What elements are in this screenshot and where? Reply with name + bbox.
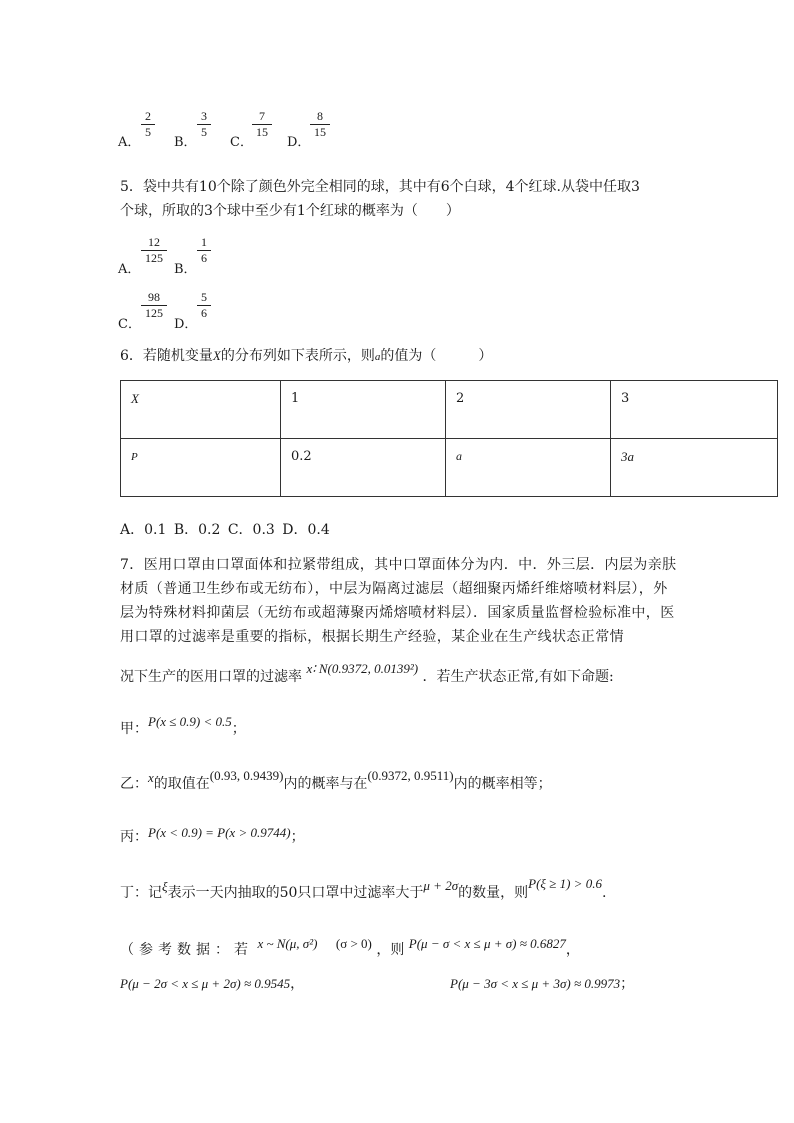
- q7-proposition-ding: [120, 876, 607, 902]
- q4-option-d-denominator: 15: [314, 125, 326, 139]
- q4-option-a-numerator: 2: [141, 110, 155, 125]
- q7-ding-formula-2: P(ξ ≥ 1) > 0.6: [528, 876, 602, 891]
- q6-table-header-3: 3: [611, 381, 778, 439]
- q4-option-b-label: B．: [174, 135, 197, 150]
- q6-table-cell-3a: 3a: [611, 439, 778, 497]
- q7-ref-pre: （参考数据：若: [120, 942, 253, 958]
- q6-table-header-x: X: [121, 381, 281, 439]
- q4-option-b-numerator: 3: [197, 110, 211, 125]
- q7-jia-formula: P(x ≤ 0.9) < 0.5: [148, 714, 232, 729]
- q4-option-d-label: D．: [287, 135, 311, 150]
- table-row: [121, 439, 778, 497]
- q7-ref-formula-5: P(μ − 3σ < x ≤ μ + 3σ) ≈ 0.9973: [450, 976, 621, 991]
- q7-ref-formula-4: P(μ − 2σ < x ≤ μ + 2σ) ≈ 0.9545: [120, 976, 291, 991]
- q6-table-header-2: 2: [446, 381, 611, 439]
- q7-ref-then: ，则: [376, 942, 405, 958]
- q7-ref-comma-3: ；: [620, 976, 635, 992]
- q5-option-c-numerator: 98: [141, 291, 167, 306]
- q7-ding-text-2: 的数量，则: [458, 885, 529, 901]
- q5-option-d-denominator: 6: [201, 306, 207, 320]
- q4-option-d-numerator: 8: [310, 110, 330, 125]
- q6-stem-mid: 的分布列如下表所示，则: [220, 348, 375, 364]
- q7-ref-comma-1: ，: [565, 942, 580, 958]
- q4-option-b-denominator: 5: [201, 125, 207, 139]
- q7-jia-end: ；: [231, 721, 246, 737]
- q7-ding-formula-1: μ + 2σ: [423, 878, 459, 893]
- q7-p2-pre: 况下生产的医用口罩的过滤率: [120, 669, 302, 685]
- q6-stem: [120, 345, 492, 365]
- q4-option-b-fraction: [197, 110, 211, 139]
- q6-table-header-1: 1: [281, 381, 446, 439]
- q4-option-c-denominator: 15: [256, 125, 268, 139]
- q7-proposition-bing: [120, 826, 305, 846]
- q7-ding-label: 丁：记: [120, 885, 162, 901]
- q7-proposition-yi: [120, 768, 552, 793]
- q7-bing-end: ；: [290, 829, 305, 845]
- q7-ref-comma-2: ，: [290, 976, 305, 992]
- q7-paragraph-2: [120, 661, 614, 686]
- q5-option-b-denominator: 6: [201, 251, 207, 265]
- q6-distribution-table: [120, 380, 778, 497]
- q7-yi-interval-1: (0.93, 0.9439): [209, 768, 284, 783]
- q6-table-cell-a: a: [446, 439, 611, 497]
- q5-option-c-fraction: [141, 291, 167, 320]
- q7-ding-end: .: [601, 885, 607, 901]
- q5-option-a-denominator: 125: [145, 251, 163, 265]
- q6-stem-pre: 6．若随机变量: [120, 348, 213, 364]
- q4-option-c-label: C．: [230, 135, 253, 150]
- q5-line-2: 个球，所取的3个球中至少有1个红球的概率为（ ）: [120, 203, 460, 219]
- q5-line-1: 5．袋中共有10个除了颜色外完全相同的球，其中有6个白球，4个红球.从袋中任取3: [120, 179, 640, 195]
- q5-option-a-label: A．: [118, 262, 141, 277]
- q7-yi-label: 乙：: [120, 776, 148, 792]
- q7-ding-xi: ξ: [162, 879, 168, 894]
- q4-option-c-fraction: [252, 110, 272, 139]
- q4-option-d-fraction: [310, 110, 330, 139]
- q7-p2-formula: x∶ N(0.9372, 0.0139²): [306, 661, 419, 676]
- table-row: [121, 381, 778, 439]
- q7-ref-formula-2: (σ > 0): [335, 936, 372, 951]
- q7-reference-line-2b: [450, 973, 634, 993]
- q5-option-b-fraction: [197, 236, 211, 265]
- q5-option-c-label: C．: [118, 317, 141, 332]
- q7-bing-label: 丙：: [120, 829, 148, 845]
- q4-option-a-denominator: 5: [145, 125, 151, 139]
- q5-option-d-fraction: [197, 291, 211, 320]
- q7-bing-formula: P(x < 0.9) = P(x > 0.9744): [148, 825, 291, 840]
- q4-option-a-label: A．: [118, 135, 141, 150]
- q7-jia-label: 甲：: [120, 721, 148, 737]
- q6-var-a: a: [374, 351, 381, 363]
- q7-yi-interval-2: (0.9372, 0.9511): [367, 768, 454, 783]
- q7-yi-text-2: 内的概率与在: [283, 776, 368, 792]
- q7-paragraph-1: 7．医用口罩由口罩面体和拉紧带组成，其中口罩面体分为内．中．外三层．内层为亲肤材质（普通卫生纱布或无纺布），中层为隔离过滤层（超细聚丙烯纤维熔喷材料层），外层为特殊材料抑菌层（无纺布或超薄聚丙烯熔喷材料层）．国家质量监督检验标准中，医用口罩的过滤率是重要的指标，根据长期生产经验，某企业在生产线状态正常情: [120, 557, 677, 645]
- q7-yi-x: x: [148, 770, 154, 785]
- q7-proposition-jia: [120, 714, 246, 738]
- q5-option-b-numerator: 1: [197, 236, 211, 251]
- q7-reference-line-1: [120, 936, 580, 959]
- q6-var-x: X: [212, 348, 221, 363]
- q5-option-d-label: D．: [174, 317, 198, 332]
- q7-ref-formula-1: x ~ N(μ, σ²): [257, 936, 318, 951]
- q5-option-a-fraction: [141, 236, 167, 265]
- q7-reference-line-2: [120, 973, 304, 993]
- q7-p2-post: ．若生产状态正常,有如下命题:: [422, 669, 614, 685]
- q5-option-b-label: B．: [174, 262, 197, 277]
- q4-option-a-fraction: [141, 110, 155, 139]
- q6-table-cell-p: P: [121, 439, 281, 497]
- q4-option-c-numerator: 7: [252, 110, 272, 125]
- q7-yi-text-3: 内的概率相等；: [453, 776, 552, 792]
- q5-option-a-numerator: 12: [141, 236, 167, 251]
- q5-option-c-denominator: 125: [145, 306, 163, 320]
- q6-table-cell-0-2: 0.2: [281, 439, 446, 497]
- q7-ref-formula-3: P(μ − σ < x ≤ μ + σ) ≈ 0.6827: [408, 936, 566, 951]
- q6-stem-post: 的值为（ ）: [380, 348, 493, 364]
- q5-option-d-numerator: 5: [197, 291, 211, 306]
- q6-options: A．0.1 B．0.2 C．0.3 D．0.4: [120, 522, 330, 538]
- q7-yi-text-1: 的取值在: [153, 776, 210, 792]
- q7-ding-text-1: 表示一天内抽取的50只口罩中过滤率大于: [167, 885, 424, 901]
